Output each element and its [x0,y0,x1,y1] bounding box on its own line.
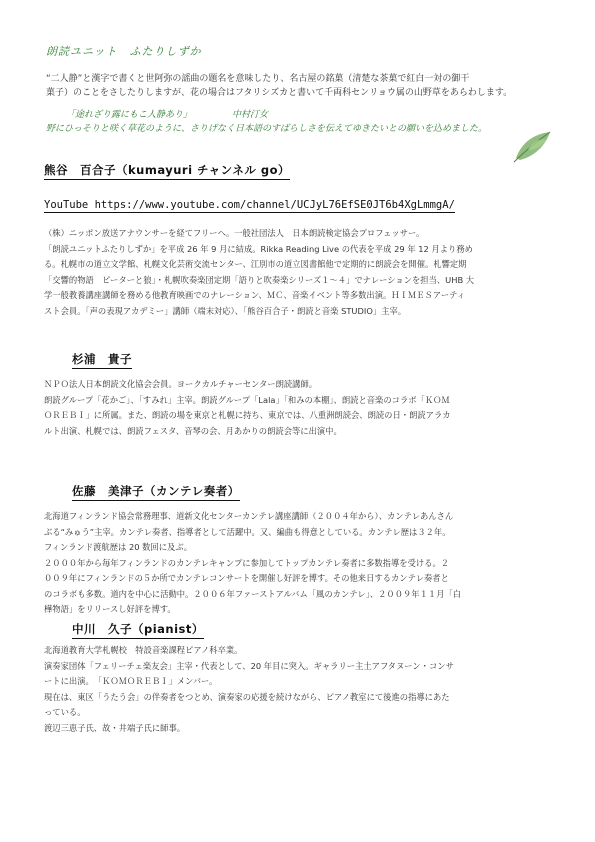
bio-sato [44,509,549,618]
bio-nakagawa [44,643,549,736]
unit-title: 朗読ユニット ふたりしずか [46,45,202,58]
youtube-link[interactable]: YouTube https://www.youtube.com/channel/UCJyL76EfSE0JT6b4XgLmmgA/ [44,199,455,211]
haiku-quote [66,107,268,120]
bio-line: 樺物語」をリリースし好評を博す。 [44,604,176,614]
bio-line: 北海道フィンランド協会常務理事、道新文化センターカンテレ講座講師（２００４年から）、カンテレあんさん [44,511,454,521]
intro-line: “二人静”と漢字で書くと世阿弥の謡曲の題名を意味したり、名古屋の銘菓（清楚な茶菓で紅白一対の御干 [46,74,470,84]
bio-line: ＮＰＯ法人日本朗読文化協会会員。ヨークカルチャーセンター朗読講師。 [44,379,318,389]
bio-line: スト会員。「声の表現アカデミー」講師（端末対応）、「熊谷百合子・朗読と音楽 STUDIO」主宰。 [44,305,407,316]
performer-name-kumagai: 熊谷 百合子（kumayuri チャンネル go） [44,162,290,180]
bio-line: る。札幌市の道立文学館、札幌文化芸術交流センター、江別市の道立図書館他で定期的に朗読会を開催。札響定期 [44,259,467,269]
bio-line: 朗読グループ「花かご」、「すみれ」主宰。朗読グループ「Lala」「和みの本棚」、朗読と音楽のコラボ「ＫＯＭ [44,394,450,405]
bio-line: ルト出演、札幌では、朗読フェスタ、音琴の会、月あかりの朗読会等に出演中。 [44,425,342,436]
bio-line: ぶる“みゅう”主宰。カンテレ奏者、指導者として活躍中。又、編曲も得意としている。カンテレ歴は３２年。 [44,526,451,537]
bio-line: 「朗読ユニットふたりしずか」を平成 26 年 9 月に結成。Rikka Reading Live の代表を平成 29 年 12 月より務め [44,243,473,254]
performer-name-sugiura: 杉浦 貴子 [72,351,132,369]
bio-line: 現在は、東区「うたう会」の伴奏者をつとめ、演奏家の応援を続けながら、ピアノ教室にて後進の指導にあた [44,691,450,702]
bio-line: ２０００年から毎年フィンランドのカンテレキャンプに参加してトップカンテレ奏者に多数指導を受ける。２ [44,557,450,568]
bio-line: 北海道教育大学札幌校 特設音楽課程ピアノ科卒業。 [44,645,243,655]
bio-line: ００９年にフィンランドの５か所でカンテレコンサートを開催し好評を博す。その他来日するカンテレ奏者と [44,573,449,583]
bio-sugiura [44,377,549,439]
bio-line: 「交響的物語 ピーターと狼」・札幌吹奏楽団定期「語りと吹奏楽シリーズ１～４」でナレーションを担当、UHB 大 [44,274,475,285]
closing-text: 野にひっそりと咲く草花のように、さりげなく日本語のすばらしさを伝えてゆきたいとの願いを込めました。 [46,124,488,134]
bio-line: 演奏家団体「フェリーチェ楽友会」主宰・代表として、20 年目に突入。ギャラリー主土アフタヌーン・コンサ [44,660,454,671]
performer-name-sato: 佐藤 美津子（カンテレ奏者） [72,483,240,501]
bio-line: ートに出演。 「ＫＯＭＯＲＥＢＩ」メンバー。 [44,676,218,686]
bio-line: （株）ニッポン放送アナウンサーを経てフリーへ。一般社団法人 日本朗読検定協会プロフェッサー。 [44,228,425,238]
bio-kumagai [44,226,549,319]
haiku-author: 中村汀女 [232,110,269,120]
bio-line: フィンランド渡航歴は 20 数回に及ぶ。 [44,542,193,552]
bio-line: っている。 [44,707,86,717]
intro-line: 菓子）のことをさしたりしますが、花の場合はフタリシズカと書いて千両科センリョウ属の山野草をあらわします。 [46,88,513,98]
bio-line: 渡辺三恵子氏、故・井端子氏に師事。 [44,722,186,733]
haiku-text: 「途れざり露にもこ人静あり」 [66,110,193,120]
bio-line: ＯＲＥＢＩ」に所属。また、朗読の場を東京と札幌に持ち、東京では、八重洲朗読会、朗読の日・朗読アラカ [44,410,451,420]
performer-name-nakagawa: 中川 久子（pianist） [72,621,204,639]
leaf-icon [512,128,554,164]
bio-line: 学一般教養講座講師を務める他教育映画でのナレーション、ＭＣ、音楽イベント等多数出演。ＨＩＭＥＳアーティ [44,290,466,300]
intro-text [46,72,576,100]
bio-line: のコラボも多数。道内を中心に活動中。２００６年ファーストアルバム「風のカンテレ」、２００９年１１月「白 [44,588,462,599]
